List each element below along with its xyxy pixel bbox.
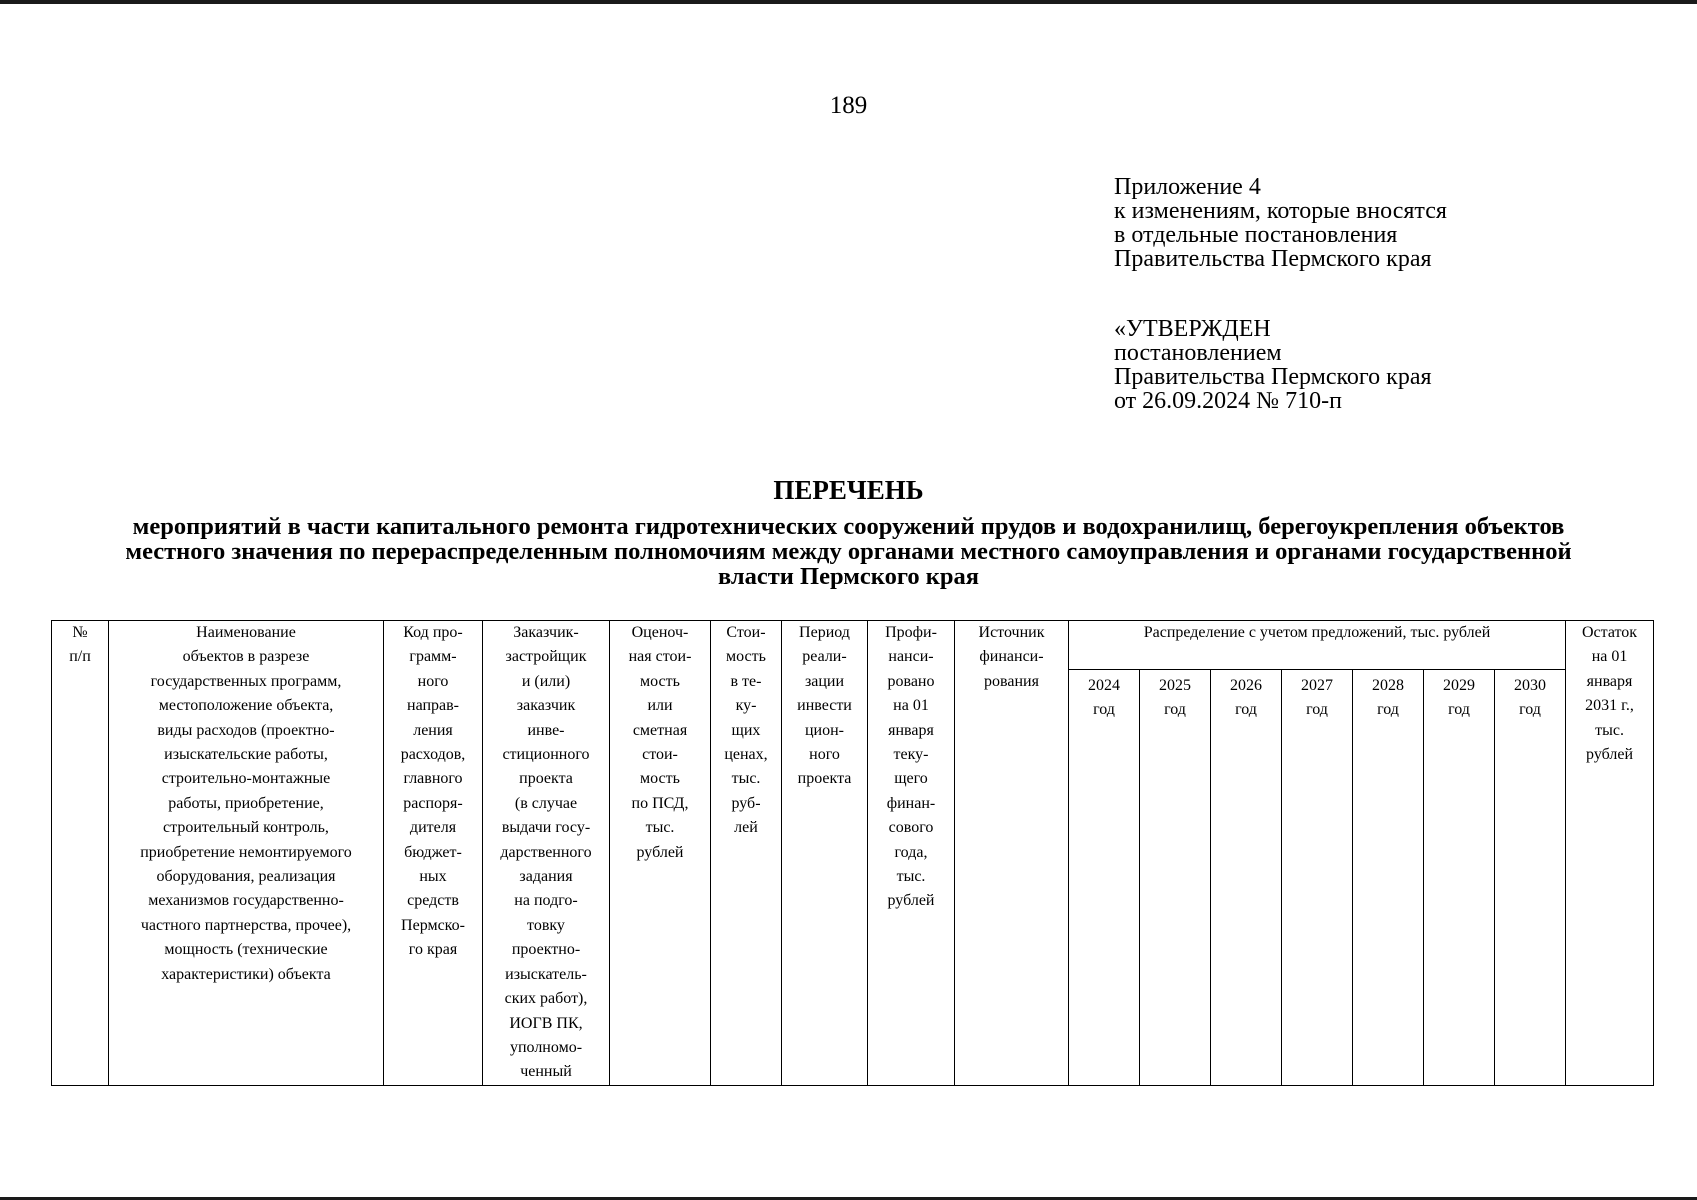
header-program-code: Код про- грамм- ного направ- ления расходов, главного распоря- дителя бюджет- ных средств Пермско- го края — [384, 621, 483, 1086]
header-year-2029: 2029 год — [1424, 670, 1495, 1086]
header-remainder: Остаток на 01 января 2031 г., тыс. рублей — [1566, 621, 1654, 1086]
header-year-2026: 2026 год — [1211, 670, 1282, 1086]
header-year-2027: 2027 год — [1282, 670, 1353, 1086]
header-year-2028: 2028 год — [1353, 670, 1424, 1086]
document-title: ПЕРЕЧЕНЬ — [773, 475, 924, 505]
approval-block — [1114, 317, 1432, 413]
header-year-2025: 2025 год — [1140, 670, 1211, 1086]
table-header-row — [52, 621, 1654, 670]
header-year-2030: 2030 год — [1495, 670, 1566, 1086]
measures-table — [51, 620, 1654, 1086]
appendix-line: в отдельные постановления — [1114, 222, 1398, 248]
approval-line: «УТВЕРЖДЕН — [1114, 316, 1271, 342]
header-estimated-cost: Оценоч- ная стои- мость или сметная стои- мость по ПСД, тыс. рублей — [610, 621, 711, 1086]
appendix-line: Правительства Пермского края — [1114, 246, 1432, 272]
header-num: № п/п — [52, 621, 109, 1086]
header-year-2024: 2024 год — [1069, 670, 1140, 1086]
header-prefinanced: Профи- нанси- ровано на 01 января теку- щего финан- сового года, тыс. рублей — [868, 621, 955, 1086]
header-object-name: Наименование объектов в разрезе государственных программ, местоположение объекта, виды расходов (проектно- изыскательские работы, строительно-монтажные работы, приобретение, строительный контроль, приобретение немонтируемого оборудования, реализация механизмов государственно- частного партнерства, прочее), мощность (технические характеристики) объекта — [109, 621, 384, 1086]
approval-line: Правительства Пермского края — [1114, 364, 1432, 390]
header-current-cost: Стои- мость в те- ку- щих ценах, тыс. руб- лей — [711, 621, 782, 1086]
approval-line: постановлением — [1114, 340, 1282, 366]
appendix-line: Приложение 4 — [1114, 174, 1261, 200]
header-period: Период реали- зации инвести цион- ного проекта — [782, 621, 868, 1086]
approval-line: от 26.09.2024 № 710-п — [1114, 388, 1342, 414]
header-customer: Заказчик- застройщик и (или) заказчик инве- стиционного проекта (в случае выдачи госу- дарственного задания на подго- товку проектно- изыскатель- ских работ), ИОГВ ПК, уполномо- ченный — [483, 621, 610, 1086]
page-number: 189 — [829, 92, 868, 119]
header-funding-source: Источник финанси- рования — [955, 621, 1069, 1086]
top-scan-border — [0, 0, 1697, 4]
header-distribution: Распределение с учетом предложений, тыс. рублей — [1069, 621, 1566, 670]
appendix-line: к изменениям, которые вносятся — [1114, 198, 1447, 224]
document-subtitle: мероприятий в части капитального ремонта гидротехнических сооружений прудов и водохранилищ, берегоукрепления объектов местного значения по перераспределенным полномочиям между органами местного самоуправления и органами государственной власти Пермского края — [125, 513, 1572, 590]
appendix-block — [1114, 175, 1447, 271]
